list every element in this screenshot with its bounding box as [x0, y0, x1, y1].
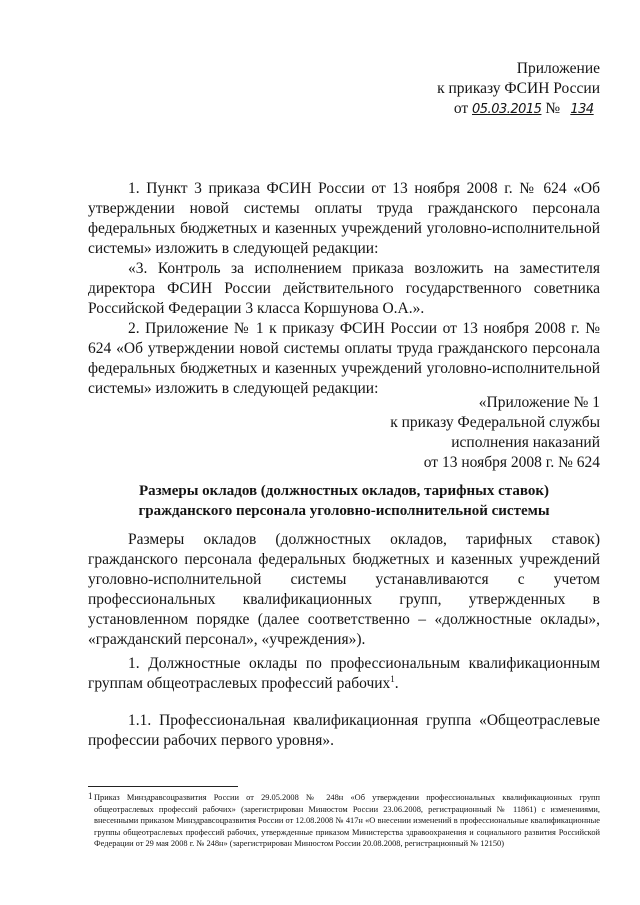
handwritten-number: 134 — [570, 102, 594, 117]
footnote-marker: 1 — [390, 673, 395, 684]
header-order-ref: к приказу ФСИН России — [437, 80, 600, 97]
item-1-end: . — [394, 675, 399, 692]
item-1-text: 1. Должностные оклады по профессиональным квалификационным группам общеотраслевых профессий рабочих — [88, 655, 600, 692]
number-prefix: № — [545, 100, 561, 117]
appendix-1-line: исполнения наказаний — [451, 434, 600, 451]
item-1-1-paragraph: 1.1. Профессиональная квалификационная группа «Общеотраслевые профессии рабочих первого уровня». — [88, 712, 600, 749]
handwritten-date: 05.03.2015 — [472, 102, 542, 117]
section-title — [88, 481, 600, 521]
appendix-1-line: «Приложение № 1 — [478, 394, 600, 411]
footnote-separator — [88, 786, 238, 787]
paragraph-point-1: 1. Пункт 3 приказа ФСИН России от 13 ноября 2008 г. № 624 «Об утверждении новой системы оплаты труда гражданского персонала федеральных бюджетных и казенных учреждений уголовно-исполнительной системы» изложить в следующей редакции: — [88, 180, 600, 257]
paragraph-point-2: 2. Приложение № 1 к приказу ФСИН России от 13 ноября 2008 г. № 624 «Об утверждении новой системы оплаты труда гражданского персонала федеральных бюджетных и казенных учреждений уголовно-исполнительной системы» изложить в следующей редакции: — [88, 320, 600, 397]
intro-paragraph: Размеры окладов (должностных окладов, тарифных ставок) гражданского персонала федеральных бюджетных и казенных учреждений уголовно-исполнительной системы устанавливаются с учетом профессиональных квалификационных групп, утвержденных в установленном порядке (далее соответственно – «должностные оклады», «гражданский персонал», «учреждения»). — [88, 531, 600, 648]
appendix-1-line: к приказу Федеральной службы — [390, 414, 600, 431]
section-title-line: Размеры окладов (должностных окладов, тарифных ставок) — [139, 483, 549, 499]
date-prefix: от — [453, 100, 469, 117]
item-1-1 — [88, 711, 600, 751]
appendix-1-header — [380, 393, 600, 473]
appendix-header — [400, 59, 600, 120]
amendment-text — [88, 179, 600, 399]
item-1-paragraph — [88, 654, 600, 694]
footnote — [88, 792, 600, 850]
footnote-text: Приказ Минздравсоцразвития России от 29.05.2008 № 248н «Об утверждении профессиональных квалификационных групп общеотраслевых профессий рабочих» (зарегистрирован Минюстом России 23.06.2008, регистрационный № 11861) с изменениями, внесенными приказом Минздравсоцразвития России от 12.08.2008 № 417н «О внесении изменений в профессиональные квалификационные группы общеотраслевых профессий рабочих, утвержденные приказом Министерства здравоохранения и социального развития Российской Федерации от 29 мая 2008 г. № 248н» (зарегистрирован Минюстом России 20.08.2008, регистрационный № 12150) — [94, 793, 600, 848]
section-title-line: гражданского персонала уголовно-исполнительной системы — [138, 503, 550, 519]
appendix-1-line: от 13 ноября 2008 г. № 624 — [423, 454, 600, 471]
header-date-number-line — [400, 99, 600, 120]
header-title: Приложение — [516, 60, 600, 77]
item-1 — [88, 654, 600, 694]
footnote-number: 1 — [88, 791, 93, 801]
paragraph-quote-point-3: «3. Контроль за исполнением приказа возложить на заместителя директора ФСИН России действительного государственного советника Российской Федерации 3 класса Коршунова О.А.». — [88, 260, 600, 317]
section-body — [88, 530, 600, 650]
